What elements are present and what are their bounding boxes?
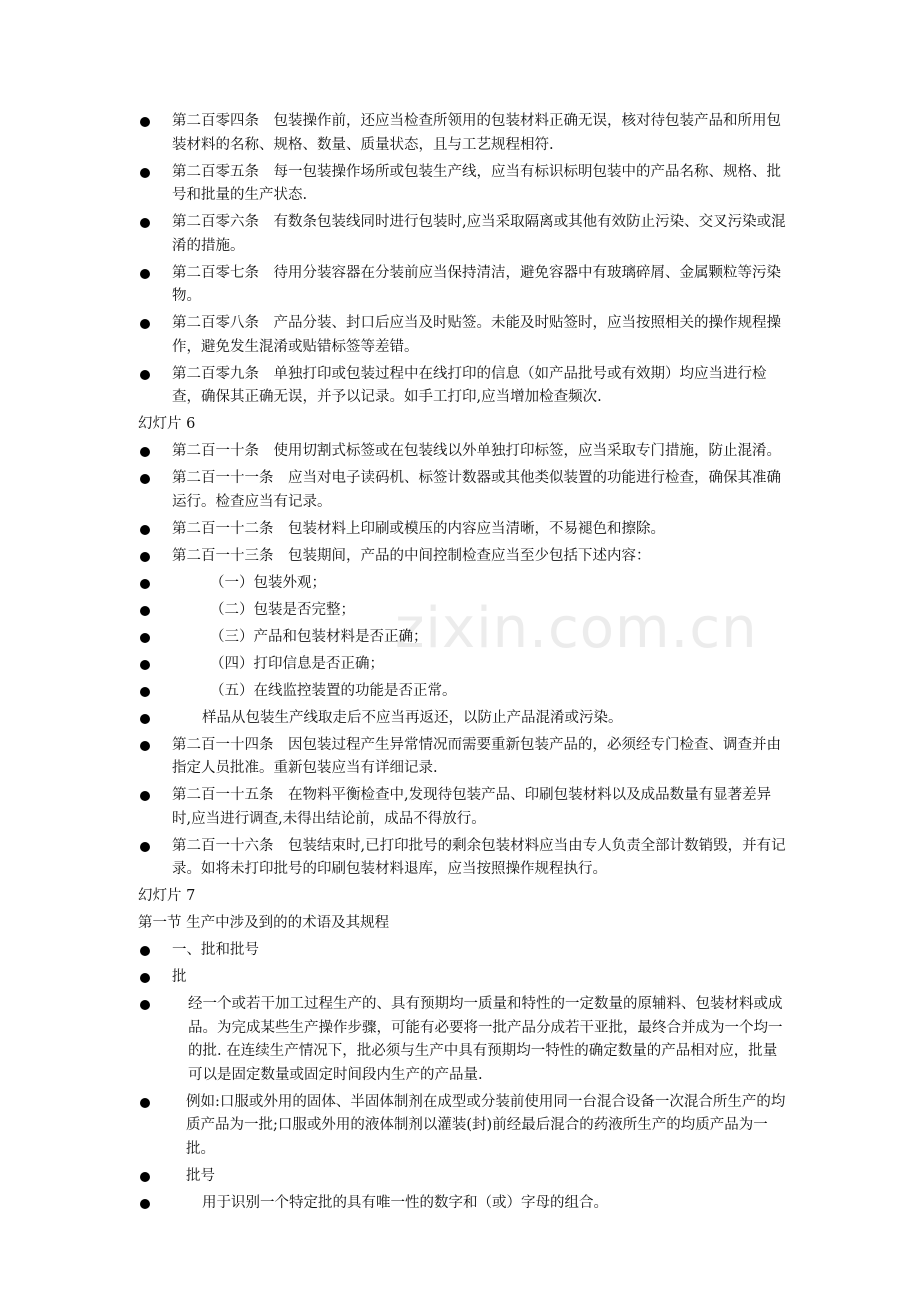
list-item-text: 一、批和批号 (172, 942, 259, 958)
list-item (138, 599, 788, 623)
list-item (138, 211, 788, 258)
list-item-text: 样品从包装生产线取走后不应当再返还，以防止产品混淆或污染。 (202, 709, 623, 726)
list-item (138, 835, 788, 882)
list-item (138, 572, 788, 596)
list-item (138, 312, 788, 359)
bullet-icon (138, 518, 172, 542)
list-item-text: （一）包装外观； (210, 574, 326, 591)
list-item (138, 440, 788, 464)
list-item-text: 用于识别一个特定批的具有唯一性的数字和（或）字母的组合。 (202, 1194, 608, 1211)
bullet-icon (138, 835, 172, 859)
list-item (138, 680, 788, 704)
bullet-icon (138, 161, 172, 185)
list-item-text: 第二百零七条 待用分装容器在分装前应当保持清洁，避免容器中有玻璃碎屑、金属颗粒等污染物。 (172, 264, 781, 304)
list-item-text: 第二百一十条 使用切割式标签或在包装线以外单独打印标签，应当采取专门措施，防止混淆。 (172, 443, 781, 459)
bullet-icon (138, 939, 172, 963)
watermark: zixin.com.cn (395, 596, 758, 661)
bullet-icon (138, 784, 172, 808)
list-item-text: 第二百一十二条 包装材料上印刷或模压的内容应当清晰，不易褪色和擦除。 (172, 520, 665, 537)
list-item-text: 批号 (186, 1167, 215, 1184)
list-item-text: 例如:口服或外用的固体、半固体制剂在成型或分装前使用同一台混合设备一次混合所生产的均质产品为一批;口服或外用的液体制剂以灌装(封)前经最后混合的药液所生产的均质产品为一批。 (186, 1093, 786, 1157)
bullet-icon (138, 599, 172, 623)
list-item (138, 653, 788, 677)
list-item-text: （四）打印信息是否正确； (210, 655, 384, 672)
bullet-icon (138, 262, 172, 286)
list-item (138, 626, 788, 650)
list-item (138, 1165, 788, 1189)
list-item (138, 110, 788, 157)
list-item-text: （二）包装是否完整； (210, 601, 355, 618)
document-body (138, 110, 788, 1219)
list-item-text: （三）产品和包装材料是否正确； (210, 628, 428, 645)
list-item (138, 993, 788, 1087)
list-item-text: 批 (172, 969, 187, 985)
list-item-text: 第二百一十四条 因包装过程产生异常情况而需要重新包装产品的，必须经专门检查、调查并由指定人员批准。重新包装应当有详细记录. (172, 736, 781, 776)
list-item-text: 第二百一十一条 应当对电子读码机、标签计数器或其他类似装置的功能进行检查，确保其准确运行。检查应当有记录。 (172, 470, 781, 510)
list-item (138, 734, 788, 781)
bullet-icon (138, 211, 172, 235)
list-item (138, 262, 788, 309)
bullet-icon (138, 467, 172, 491)
bullet-icon (138, 993, 172, 1017)
bullet-icon (138, 707, 172, 731)
bullet-icon (138, 363, 172, 387)
list-item-text: 第二百一十五条 在物料平衡检查中,发现待包装产品、印刷包装材料以及成品数量有显著差异时,应当进行调查,未得出结论前，成品不得放行。 (172, 787, 772, 827)
bullet-icon (138, 680, 172, 704)
list-item (138, 518, 788, 542)
list-item-text: 第二百零九条 单独打印或包装过程中在线打印的信息（如产品批号或有效期）均应当进行检查，确保其正确无误，并予以记录。如手工打印,应当增加检查频次. (172, 365, 767, 405)
list-item-text: 第二百零五条 每一包装操作场所或包装生产线，应当有标识标明包装中的产品名称、规格、批号和批量的生产状态. (172, 163, 781, 203)
bullet-icon (138, 545, 172, 569)
list-item-text: （五）在线监控装置的功能是否正常。 (210, 682, 457, 699)
bullet-icon (138, 653, 172, 677)
list-item-text: 第二百零六条 有数条包装线同时进行包装时,应当采取隔离或其他有效防止污染、交叉污染或混淆的措施。 (172, 214, 786, 254)
section-heading: 幻灯片 7 (138, 888, 196, 904)
bullet-icon (138, 110, 172, 134)
bullet-icon (138, 734, 172, 758)
bullet-icon (138, 440, 172, 464)
list-item (138, 939, 788, 963)
list-item (138, 545, 788, 569)
section-heading: 第一节 生产中涉及到的的术语及其规程 (138, 915, 390, 931)
bullet-icon (138, 1192, 172, 1216)
list-item (138, 784, 788, 831)
bullet-icon (138, 1165, 172, 1189)
list-item-text: 第二百一十六条 包装结束时,已打印批号的剩余包装材料应当由专人负责全部计数销毁，并有记录。如将未打印批号的印刷包装材料退库，应当按照操作规程执行。 (172, 837, 786, 877)
list-item-text: 第二百零四条 包装操作前，还应当检查所领用的包装材料正确无误，核对待包装产品和所用包装材料的名称、规格、数量、质量状态，且与工艺规程相符. (172, 113, 781, 153)
list-item-text: 第二百零八条 产品分装、封口后应当及时贴签。未能及时贴签时，应当按照相关的操作规程操作，避免发生混淆或贴错标签等差错。 (172, 315, 781, 355)
list-item (138, 1192, 788, 1216)
bullet-icon (138, 572, 172, 596)
list-item (138, 1091, 788, 1162)
list-item (138, 467, 788, 514)
list-item (138, 707, 788, 731)
list-item-text: 第二百一十三条 包装期间，产品的中间控制检查应当至少包括下述内容： (172, 547, 651, 564)
bullet-icon (138, 312, 172, 336)
list-item (138, 161, 788, 208)
list-item (138, 363, 788, 410)
list-item (138, 966, 788, 990)
list-item-text: 经一个或若干加工过程生产的、具有预期均一质量和特性的一定数量的原辅料、包装材料或成品。为完成某些生产操作步骤，可能有必要将一批产品分成若干亚批，最终合并成为一个均一的批. 在连续生产情况下，批必须与生产中具有预期均一特性的确定数量的产品相对应，批量可以是固定数量或固定时间段内生产的产品量. (188, 996, 783, 1083)
bullet-icon (138, 1091, 172, 1115)
bullet-icon (138, 626, 172, 650)
bullet-icon (138, 966, 172, 990)
section-heading: 幻灯片 6 (138, 416, 196, 432)
